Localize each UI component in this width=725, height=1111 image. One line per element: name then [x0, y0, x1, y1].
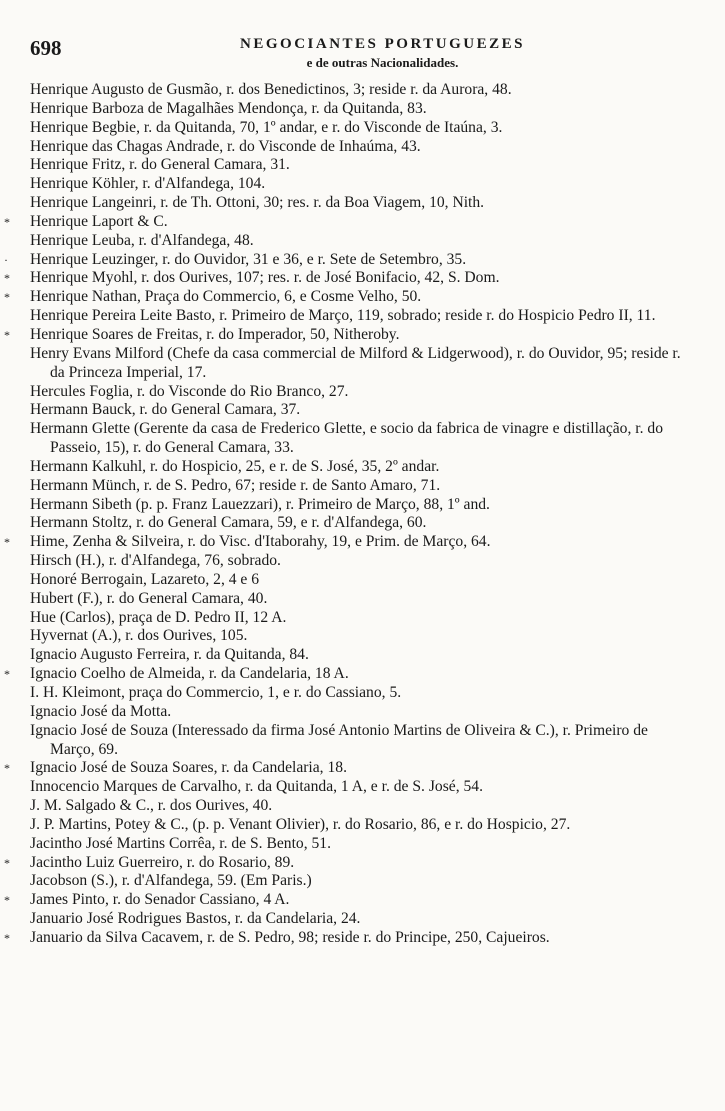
entry-text: Ignacio José de Souza Soares, r. da Candelaria, 18.	[30, 759, 347, 777]
entry-text: I. H. Kleimont, praça do Commercio, 1, e r. do Cassiano, 5.	[30, 684, 402, 701]
directory-entry	[30, 156, 685, 175]
entry-text: Hime, Zenha & Silveira, r. do Visc. d'Itaborahy, 19, e Prim. de Março, 64.	[30, 533, 491, 551]
directory-entry	[30, 609, 685, 628]
directory-entry	[30, 646, 685, 665]
directory-entry: * Ignacio José de Souza Soares, r. da Candelaria, 18.	[4, 759, 347, 777]
directory-entry: * Hime, Zenha & Silveira, r. do Visc. d'Itaborahy, 19, e Prim. de Março, 64.	[4, 533, 491, 551]
directory-entry	[30, 401, 685, 420]
directory-entry	[30, 307, 685, 326]
directory-entry	[30, 175, 685, 194]
directory-entry	[30, 627, 685, 646]
directory-entry	[30, 722, 685, 760]
entry-text: Hermann Bauck, r. do General Camara, 37.	[30, 401, 301, 419]
entry-text: Henry Evans Milford (Chefe da casa commercial de Milford & Lidgerwood), r. do Ouvidor, 95; reside r. da Princeza Imperial, 17.	[30, 344, 681, 381]
directory-entry	[30, 345, 685, 383]
directory-entry	[30, 778, 685, 797]
entry-text: Henrique Fritz, r. do General Camara, 31.	[30, 156, 290, 174]
entry-text: Hermann Kalkuhl, r. do Hospicio, 25, e r. de S. José, 35, 2º andar.	[30, 457, 440, 475]
directory-entry	[30, 194, 685, 213]
directory-entry	[30, 571, 685, 590]
directory-entry: * Ignacio Coelho de Almeida, r. da Candelaria, 18 A.	[4, 665, 349, 683]
entry-text: Henrique Begbie, r. da Quitanda, 70, 1º andar, e r. do Visconde de Itaúna, 3.	[30, 118, 503, 136]
page-header	[80, 36, 685, 71]
entry-text: Henrique Barboza de Magalhães Mendonça, r. da Quitanda, 83.	[30, 99, 427, 117]
directory-entry	[30, 552, 685, 571]
entry-text: James Pinto, r. do Senador Cassiano, 4 A.	[30, 891, 290, 909]
entry-text: Jacintho Luiz Guerreiro, r. do Rosario, 89.	[30, 853, 295, 871]
directory-entry	[30, 872, 685, 891]
entry-text: J. M. Salgado & C., r. dos Ourives, 40.	[30, 797, 273, 815]
page-title: NEGOCIANTES PORTUGUEZES	[240, 36, 525, 52]
directory-entry: * Jacintho Luiz Guerreiro, r. do Rosario, 89.	[4, 853, 295, 871]
directory-entry	[30, 496, 685, 515]
entry-text: Ignacio Coelho de Almeida, r. da Candelaria, 18 A.	[30, 665, 349, 683]
entry-text: Henrique Soares de Freitas, r. do Imperador, 50, Nitheroby.	[30, 325, 400, 343]
directory-entry: * Henrique Nathan, Praça do Commercio, 6, e Cosme Velho, 50.	[4, 288, 422, 306]
entry-text: Januario da Silva Cacavem, r. de S. Pedro, 98; reside r. do Principe, 250, Cajueiros.	[30, 928, 550, 946]
entry-text: Henrique Nathan, Praça do Commercio, 6, e Cosme Velho, 50.	[30, 288, 422, 306]
entry-text: Ignacio Augusto Ferreira, r. da Quitanda, 84.	[30, 646, 309, 664]
entry-text: Henrique Augusto de Gusmão, r. dos Benedictinos, 3; reside r. da Aurora, 48.	[30, 81, 512, 98]
directory-entry	[30, 514, 685, 533]
directory-entry	[30, 797, 685, 816]
entry-list	[4, 81, 685, 948]
directory-entry: · Henrique Leuzinger, r. do Ouvidor, 31 e 36, e r. Sete de Setembro, 35.	[4, 250, 467, 268]
entry-text: Innocencio Marques de Carvalho, r. da Quitanda, 1 A, e r. de S. José, 54.	[30, 778, 483, 796]
entry-text: Henrique Leuba, r. d'Alfandega, 48.	[30, 231, 254, 249]
directory-entry: * James Pinto, r. do Senador Cassiano, 4 A.	[4, 891, 290, 909]
entry-text: Henrique Langeinri, r. de Th. Ottoni, 30; res. r. da Boa Viagem, 10, Nith.	[30, 194, 485, 212]
page-number: 698	[30, 36, 62, 60]
directory-entry: * Henrique Soares de Freitas, r. do Imperador, 50, Nitheroby.	[4, 325, 400, 343]
entry-text: Jacobson (S.), r. d'Alfandega, 59. (Em Paris.)	[30, 872, 312, 890]
entry-text: Hubert (F.), r. do General Camara, 40.	[30, 589, 268, 607]
entry-text: Hyvernat (A.), r. dos Ourives, 105.	[30, 627, 248, 645]
directory-entry	[30, 232, 685, 251]
entry-text: Hirsch (H.), r. d'Alfandega, 76, sobrado.	[30, 552, 281, 570]
entry-text: Hercules Foglia, r. do Visconde do Rio Branco, 27.	[30, 382, 349, 400]
entry-text: Ignacio José da Motta.	[30, 702, 172, 720]
directory-entry	[30, 119, 685, 138]
page-subtitle: e de outras Nacionalidades.	[306, 55, 459, 70]
entry-text: Henrique Myohl, r. dos Ourives, 107; res. r. de José Bonifacio, 42, S. Dom.	[30, 269, 500, 287]
entry-text: Henrique Leuzinger, r. do Ouvidor, 31 e 36, e r. Sete de Setembro, 35.	[30, 250, 467, 268]
entry-text: Januario José Rodrigues Bastos, r. da Candelaria, 24.	[30, 910, 361, 928]
directory-entry	[30, 420, 685, 458]
entry-text: Henrique Pereira Leite Basto, r. Primeiro de Março, 119, sobrado; reside r. do Hospicio Pedro II, 11.	[30, 307, 656, 325]
directory-entry: * Henrique Myohl, r. dos Ourives, 107; res. r. de José Bonifacio, 42, S. Dom.	[4, 269, 500, 287]
directory-entry	[30, 816, 685, 835]
directory-entry	[30, 100, 685, 119]
directory-entry	[30, 138, 685, 157]
entry-text: Hermann Stoltz, r. do General Camara, 59, e r. d'Alfandega, 60.	[30, 514, 427, 532]
entry-text: Hermann Glette (Gerente da casa de Frederico Glette, e socio da fabrica de vinagre e distillação, r. do Passeio, 15), r. do General Camara, 33.	[30, 420, 663, 457]
entry-text: Henrique Laport & C.	[30, 212, 168, 230]
directory-entry	[30, 703, 685, 722]
directory-entry	[30, 81, 685, 100]
entry-text: Hue (Carlos), praça de D. Pedro II, 12 A.	[30, 608, 287, 626]
entry-text: Henrique Köhler, r. d'Alfandega, 104.	[30, 175, 266, 193]
directory-entry	[30, 383, 685, 402]
entry-text: Jacintho José Martins Corrêa, r. de S. Bento, 51.	[30, 834, 332, 852]
entry-text: J. P. Martins, Potey & C., (p. p. Venant Olivier), r. do Rosario, 86, e r. do Hospicio, 27.	[30, 815, 571, 833]
entry-text: Hermann Münch, r. de S. Pedro, 67; reside r. de Santo Amaro, 71.	[30, 476, 441, 494]
directory-entry	[30, 910, 685, 929]
entry-text: Henrique das Chagas Andrade, r. do Visconde de Inhaúma, 43.	[30, 137, 421, 155]
entry-text: Hermann Sibeth (p. p. Franz Lauezzari), r. Primeiro de Março, 88, 1º and.	[30, 495, 490, 513]
directory-entry: * Januario da Silva Cacavem, r. de S. Pedro, 98; reside r. do Principe, 250, Cajueiros.	[4, 928, 550, 946]
entry-text: Honoré Berrogain, Lazareto, 2, 4 e 6	[30, 570, 260, 588]
directory-entry: * Henrique Laport & C.	[4, 212, 168, 230]
directory-entry	[30, 835, 685, 854]
directory-entry	[30, 477, 685, 496]
directory-entry	[30, 590, 685, 609]
entry-text: Ignacio José de Souza (Interessado da firma José Antonio Martins de Oliveira & C.), r. Primeiro de Março, 69.	[30, 721, 648, 758]
directory-entry	[30, 684, 685, 703]
directory-entry	[30, 458, 685, 477]
